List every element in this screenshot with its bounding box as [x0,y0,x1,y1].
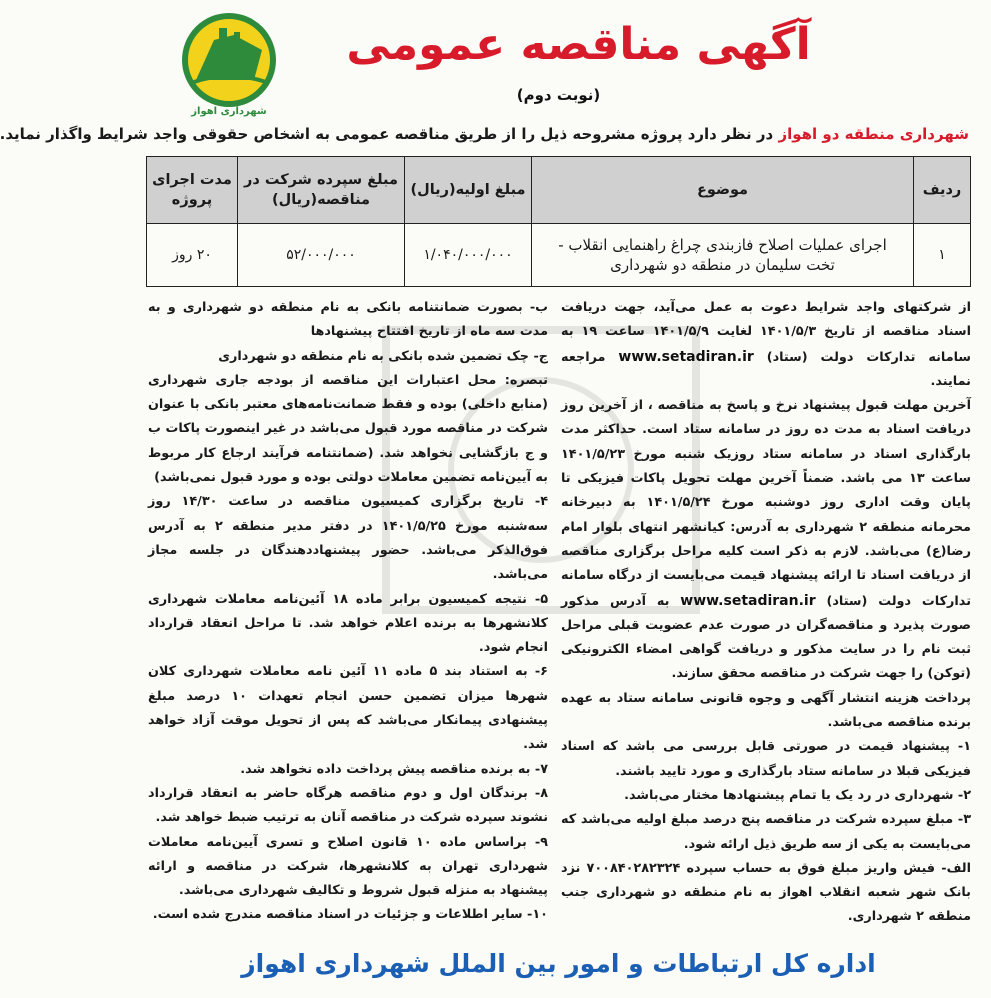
footer-department: اداره کل ارتباطات و امور بین الملل شهرداری اهواز [241,949,876,978]
left-item-8: ۸- برندگان اول و دوم مناقصه هرگاه حاضر به انعقاد قرارداد نشوند سپرده شرکت در مناقصه آنان به ترتیب ضبط خواهد شد. [148,785,548,826]
left-item-9: ۹- براساس ماده ۱۰ قانون اصلاح و تسری آیین‌نامه معاملات شهرداری تهران به کلانشهرها، شرکت در مناقصه و ارائه پیشنهاد به منزله قبول شروط و تکالیف شهرداری می‌باشد. [148,834,548,899]
conditions-left-column [148,296,548,936]
header-deposit: مبلغ سپرده شرکت در مناقصه(ریال) [238,157,405,224]
left-note: تبصره: محل اعتبارات این مناقصه از بودجه جاری شهرداری (منابع داخلی) بوده و فقط ضمانت‌نامه‌های معتبر بانکی با عنوان شرکت در مناقصه مورد قبول می‌باشد در غیر اینصورت پاکات ب و ج بازگشایی نخواهد شد. (ضمانتنامه فرآیند ارجاع کار مربوط به آیین‌نامه تضمین معاملات دولتی بوده و مورد قبول نمی‌باشد) [148,372,548,486]
table-row [147,224,971,287]
left-item-6: ۶- به استناد بند ۵ ماده ۱۱ آئین نامه معاملات شهرداری کلان شهرها میزان تضمین حسن انجام تعهدات ۱۰ درصد مبلغ پیشنهادی پیمانکار می‌باشد که پس از تحویل موقت آزاد خواهد شد. [148,664,548,753]
cell-subject-line2: تخت سلیمان در منطقه دو شهرداری [610,256,835,274]
conditions-right-column [561,296,971,936]
tender-table [146,156,971,287]
logo-caption: شهرداری اهواز [191,106,267,117]
cell-row-number: ۱ [914,224,971,287]
cell-duration: ۲۰ روز [147,224,238,287]
right-item-2: ۲- شهرداری در رد یک یا تمام پیشنهادها مختار می‌باشد. [624,787,971,803]
setad-link-1[interactable]: www.setadiran.ir [618,348,754,365]
page-subtitle: (نوبت دوم) [516,86,601,104]
cell-subject [532,224,914,287]
left-item-be: ب- بصورت ضمانتنامه بانکی به نام منطقه دو شهرداری و به مدت سه ماه از تاریخ افتتاح پیشنهادها [148,300,548,340]
right-paragraph-1 [561,296,971,394]
intro-paragraph [0,124,969,144]
cell-deposit: ۵۲/۰۰۰/۰۰۰ [238,224,405,287]
page-title: آگهی مناقصه عمومی [346,19,811,70]
left-item-7: ۷- به برنده مناقصه پیش پرداخت داده نخواهد شد. [240,761,548,777]
table-header-row [147,157,971,224]
setad-link-2[interactable]: www.setadiran.ir [680,592,816,609]
left-item-5: ۵- نتیجه کمیسیون برابر ماده ۱۸ آئین‌نامه معاملات شهرداری کلانشهرها به برنده اعلام خواهد شد. تا مراحل انعقاد قرارداد انجام شود. [148,591,548,656]
intro-organization: شهرداری منطقه دو اهواز [778,125,969,143]
document-receipt-text: از شرکتهای واجد شرایط دعوت به عمل می‌آید، جهت دریافت اسناد مناقصه از تاریخ ۱۴۰۱/۵/۳ لغایت ۱۴۰۱/۵/۹ ساعت ۱۹ به سامانه تدارکات دولت (ستاد) [561,300,972,365]
right-item-3: ۳- مبلغ سپرده شرکت در مناقصه پنج درصد مبلغ اولیه می‌باشد که می‌بایست به یکی از سه طریق ذیل ارائه شود. [561,812,971,852]
header-duration: مدت اجرای پروژه [147,157,238,224]
right-item-1: ۱- پیشنهاد قیمت در صورتی قابل بررسی می باشد که اسناد فیزیکی قبلا در سامانه ستاد بارگذاری و مورد تایید باشند. [561,739,971,779]
header-row-number: ردیف [914,157,971,224]
cell-initial-amount: ۱/۰۴۰/۰۰۰/۰۰۰ [405,224,532,287]
deadline-text: آخرین مهلت قبول پیشنهاد نرخ و پاسخ به مناقصه ، از آخرین روز دریافت اسناد به مدت ده روز در سامانه ستاد است. حداکثر مدت بارگذاری اسناد در سامانه ستاد روزیک شنبه مورخ ۱۴۰۱/۵/۲۳ ساعت ۱۳ می باشد. ضمناً آخرین مهلت تحویل پاکات فیزیکی تا پایان وقت اداری روز دوشنبه مورخ ۱۴۰۱/۵/۲۴ به دبیرخانه محرمانه منطقه ۲ شهرداری به آدرس: کیانشهر انتهای بلوار امام رضا(ع) می‌باشد. لازم به ذکر است کلیه مراحل برگزاری مناقصه از دریافت اسناد تا ارائه پیشنهاد قیمت می‌بایست از درگاه سامانه تدارکات دولت (ستاد) [561,398,971,609]
refer-text: مراجعه نمایند. [561,349,971,389]
header-initial-amount: مبلغ اولیه(ریال) [405,157,532,224]
registration-text: به آدرس مذکور صورت پذیرد و مناقصه‌گران در صورت عدم عضویت قبلی مراحل ثبت نام را در سایت مذکور و دریافت گواهی امضاء الکترونیکی (توکن) را جهت شرکت در مناقصه محقق سازند. [561,593,971,682]
intro-text: در نظر دارد پروژه مشروحه ذیل را از طریق مناقصه عمومی به اشخاص حقوقی واجد شرایط واگذار نماید. [0,125,779,143]
right-paragraph-2 [561,394,971,687]
left-item-4: ۴- تاریخ برگزاری کمیسیون مناقصه در ساعت ۱۴/۳۰ روز سه‌شنبه مورخ ۱۴۰۱/۵/۲۵ در دفتر مدیر منطقه ۲ به آدرس فوق‌الذکر می‌باشد. حضور پیشنهاددهندگان در جلسه مجاز می‌باشد. [148,494,548,583]
header-subject: موضوع [532,157,914,224]
left-item-jim: ج- چک تضمین شده بانکی به نام منطقه دو شهرداری [218,348,548,364]
cell-subject-line1: اجرای عملیات اصلاح فازبندی چراغ راهنمایی انقلاب - [558,236,887,254]
left-item-10: ۱۰- سایر اطلاعات و جزئیات در اسناد مناقصه مندرج شده است. [152,907,548,923]
right-item-alef: الف- فیش واریز مبلغ فوق به حساب سپرده ۷۰۰۸۴۰۲۸۲۳۲۴ نزد بانک شهر شعبه انقلاب اهواز به نام منطقه دو شهرداری جنب منطقه ۲ شهرداری. [561,860,971,925]
right-paragraph-3: پرداخت هزینه انتشار آگهی و وجوه قانونی سامانه ستاد به عهده برنده مناقصه می‌باشد. [561,690,971,731]
